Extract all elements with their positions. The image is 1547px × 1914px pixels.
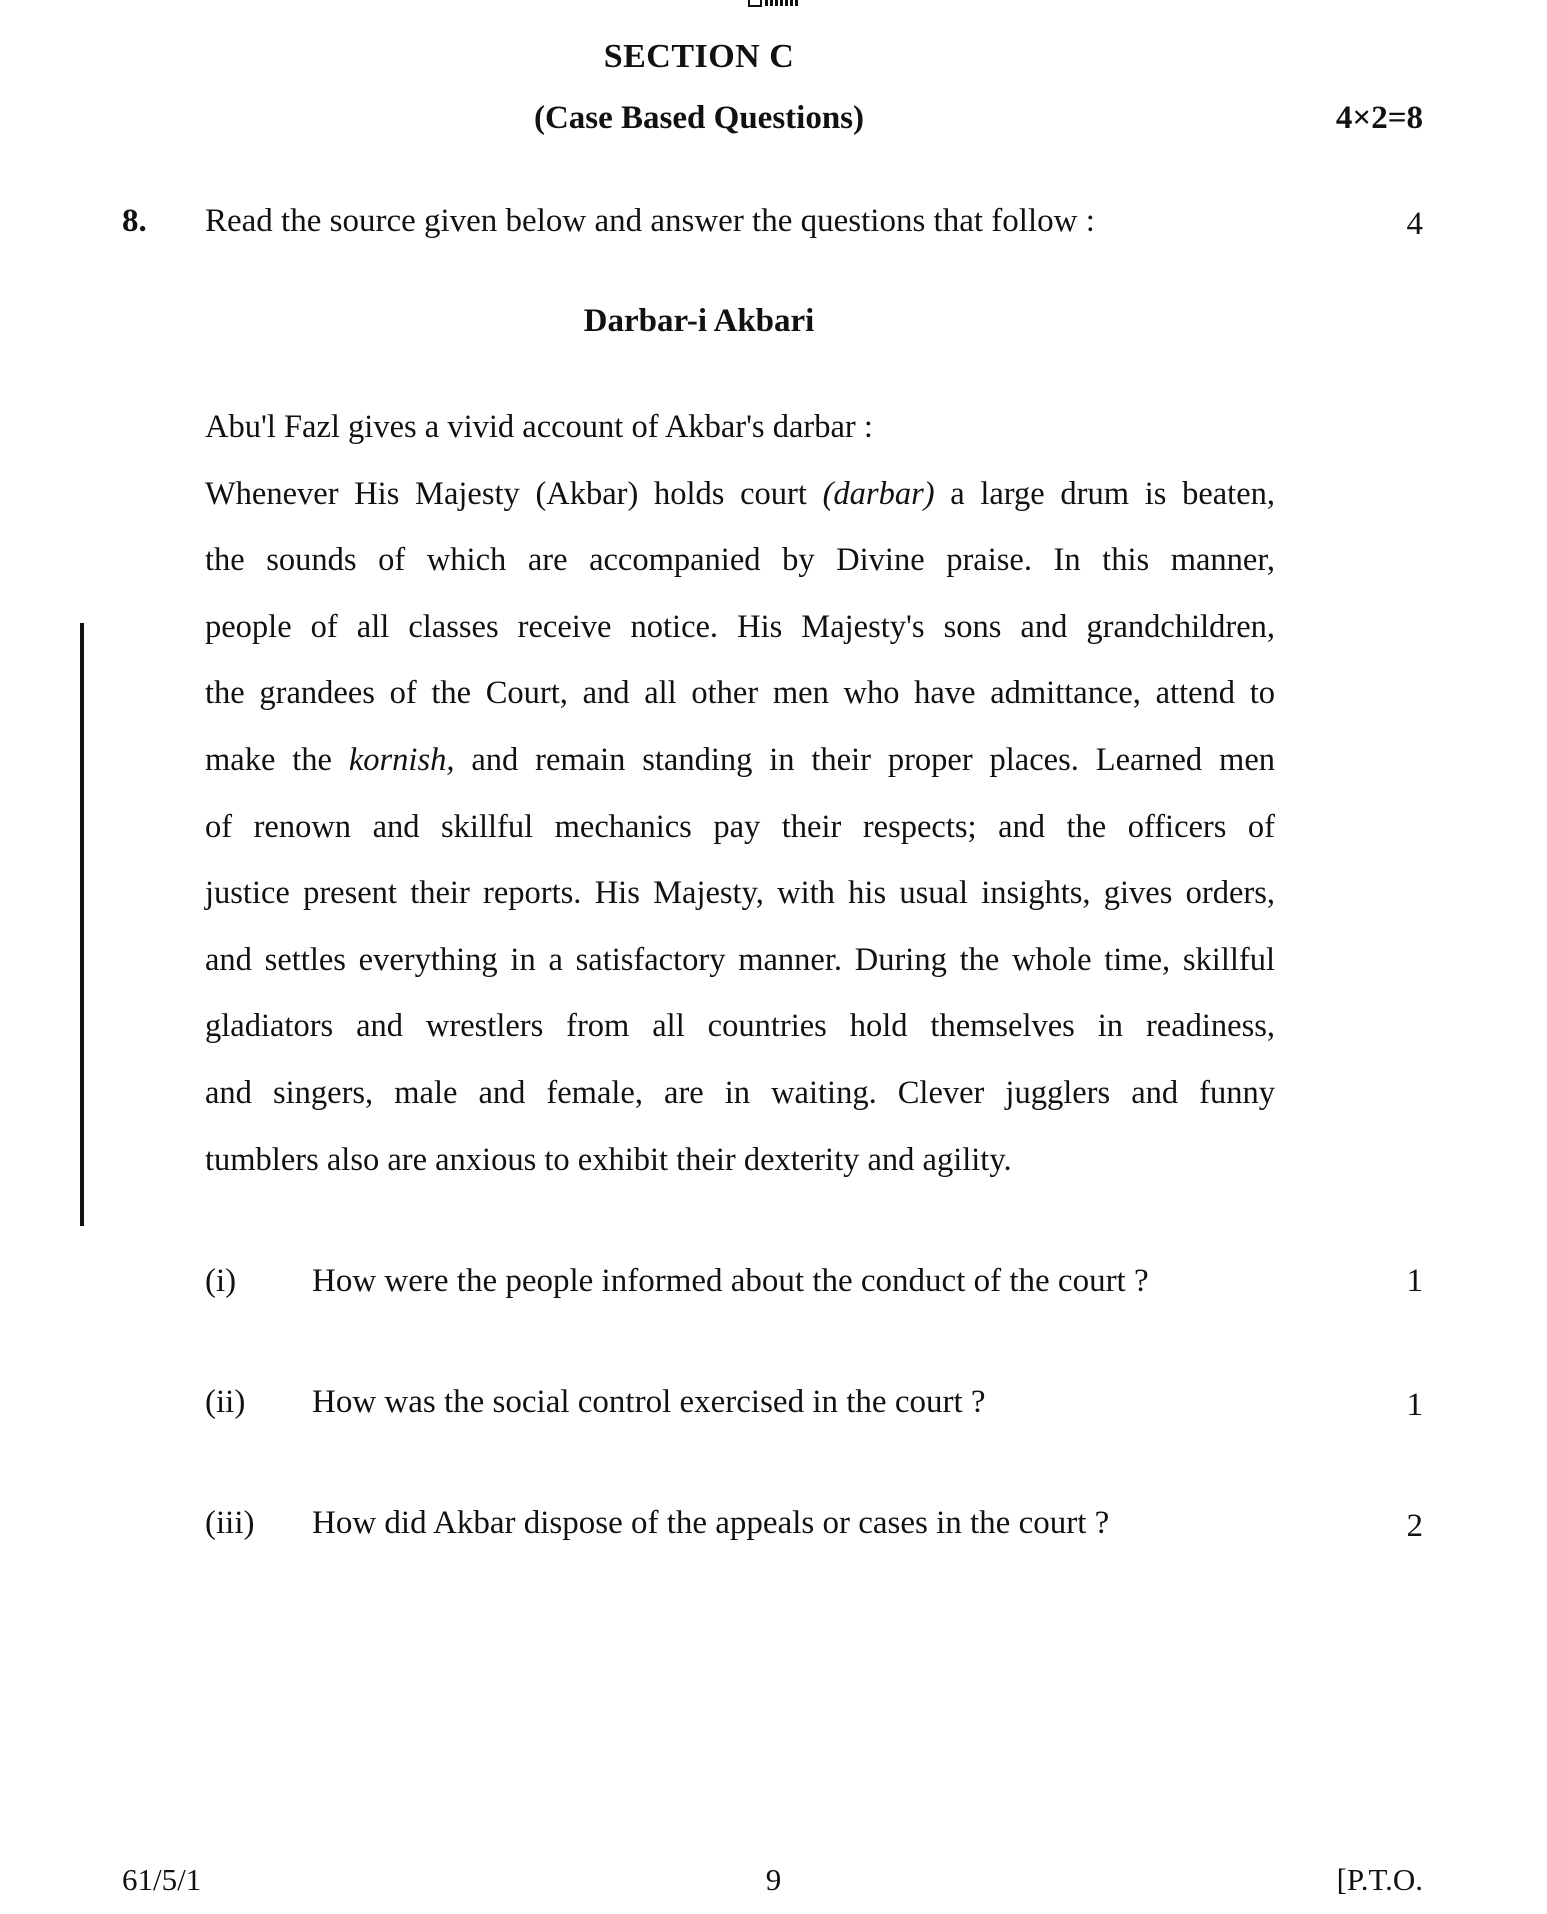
sub-question-label: (ii) [205,1384,246,1420]
passage-italic-term: kornish, [348,741,455,778]
section-title: SECTION C [603,38,795,75]
passage-text: of renown and skillful mechanics pay their respects; and the officers of [205,808,1275,845]
source-passage [205,407,1275,1206]
passage-line [205,1140,1275,1207]
source-title: Darbar-i Akbari [583,303,815,339]
passage-line [205,673,1275,740]
passage-text: make the [205,741,349,778]
passage-text: a large drum is beaten, [934,475,1275,512]
passage-intro: Abu'l Fazl gives a vivid account of Akbar's darbar : [205,409,873,445]
question-instruction: Read the source given below and answer the questions that follow : [205,203,1095,239]
qr-box-icon [748,0,762,7]
sub-question-text: How did Akbar dispose of the appeals or cases in the court ? [312,1505,1110,1541]
qr-code-fragment-icon [748,0,800,8]
passage-line [205,940,1275,1007]
passage-text: people of all classes receive notice. His Majesty's sons and grandchildren, [205,608,1275,645]
passage-line [205,1006,1275,1073]
sub-question-marks: 1 [1406,1387,1423,1423]
sub-question-marks: 1 [1406,1263,1423,1299]
paper-code: 61/5/1 [122,1862,202,1897]
passage-italic-term: (darbar) [822,475,935,512]
section-marks: 4×2=8 [1335,100,1423,136]
question-marks: 4 [1406,206,1423,242]
passage-line [205,1073,1275,1140]
passage-line [205,607,1275,674]
passage-line [205,540,1275,607]
passage-line [205,873,1275,940]
please-turn-over: [P.T.O. [1336,1862,1423,1897]
sub-question-marks: 2 [1406,1508,1423,1544]
page-number: 9 [765,1862,782,1897]
qr-dots-icon [765,0,800,6]
sub-question-text: How were the people informed about the conduct of the court ? [312,1263,1149,1299]
margin-change-bar [80,623,84,1226]
passage-text: justice present their reports. His Majesty, with his usual insights, gives orders, [205,875,1275,912]
passage-text: the grandees of the Court, and all other men who have admittance, attend to [205,675,1275,712]
passage-line [205,474,1275,541]
question-number: 8. [122,203,147,239]
passage-text: tumblers also are anxious to exhibit their dexterity and agility. [205,1141,1012,1178]
sub-question-text: How was the social control exercised in the court ? [312,1384,986,1420]
passage-text: and remain standing in their proper places. Learned men [454,741,1275,778]
passage-text: the sounds of which are accompanied by Divine praise. In this manner, [205,542,1275,579]
section-subtitle: (Case Based Questions) [533,100,865,136]
passage-line [205,740,1275,807]
passage-line [205,807,1275,874]
passage-text: Whenever His Majesty (Akbar) holds court [205,475,823,512]
passage-text: and singers, male and female, are in waiting. Clever jugglers and funny [205,1074,1275,1111]
sub-question-label: (iii) [205,1505,255,1541]
passage-text: and settles everything in a satisfactory manner. During the whole time, skillful [205,941,1275,978]
sub-question-label: (i) [205,1263,237,1299]
passage-text: gladiators and wrestlers from all countries hold themselves in readiness, [205,1008,1275,1045]
